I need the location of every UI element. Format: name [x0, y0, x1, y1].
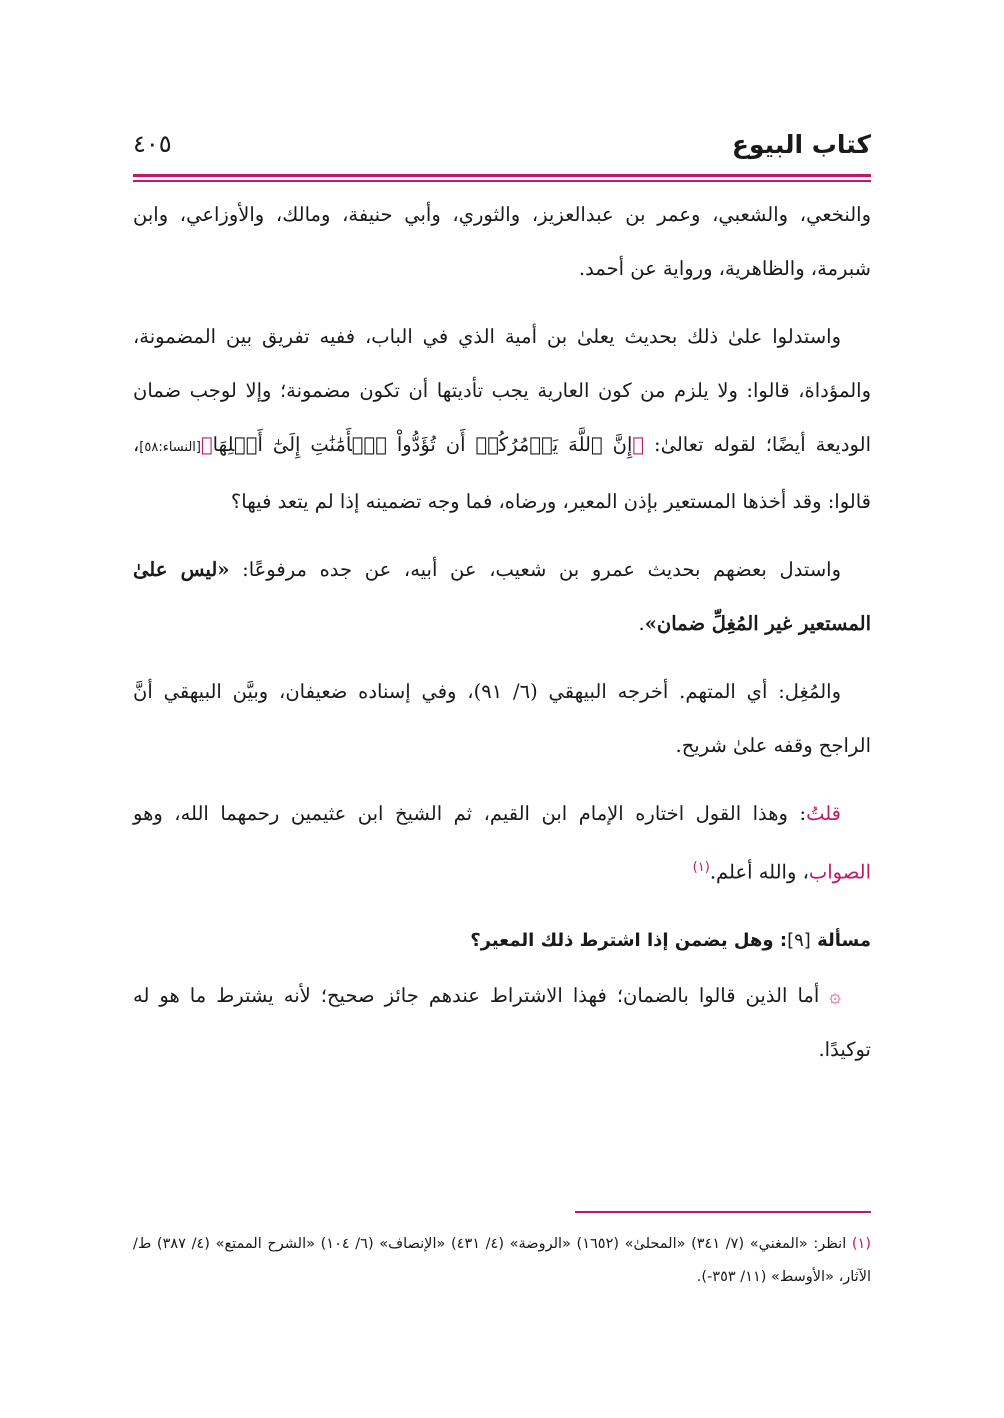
- hadith-quote: «ليس علىٰ المستعير غير المُغِلِّ ضمان»: [133, 558, 871, 635]
- paragraph-5: [133, 787, 871, 900]
- paragraph-5-mid: : وهذا القول اختاره الإمام ابن القيم، ثم الشيخ ابن عثيمين رحمهما الله، وهو: [133, 802, 807, 825]
- paragraph-3-tail: .: [638, 612, 645, 635]
- page-header: [133, 128, 871, 172]
- quran-verse: إِنَّ ٱللَّهَ يَأۡمُرُكُمۡ أَن تُؤَدُّواْ ٱلۡأَمَٰنَٰتِ إِلَىٰٓ أَهۡلِهَا: [212, 433, 633, 456]
- quran-close-bracket: ﴾: [200, 433, 213, 456]
- paragraph-5-end: ، والله أعلم.: [709, 860, 809, 884]
- paragraph-2-tail: ، قالوا: وقد أخذها المستعير بإذن المعير، ورضاه، فما وجه تضمينه إذا لم يتعد فيها؟: [133, 433, 871, 513]
- paragraph-4: والمُغِل: أي المتهم. أخرجه البيهقي (٦/ ٩١)، وفي إسناده ضعيفان، وبيَّن البيهقي أنَّ الراجح وقفه علىٰ شريح.: [133, 680, 871, 757]
- header-rule-thick: [133, 174, 871, 177]
- sawab-word: الصواب: [808, 860, 871, 884]
- quran-open-bracket: ﴿: [632, 433, 645, 456]
- footnotes: [133, 1228, 871, 1294]
- footnote-number: (١): [851, 1236, 872, 1252]
- issue-question: : وهل يضمن إذا اشترط ذلك المعير؟: [470, 929, 788, 951]
- issue-number: [٩]: [787, 929, 811, 951]
- paragraph-6: [133, 968, 871, 1077]
- paragraph-3: [133, 543, 871, 651]
- flower-ornament-icon: ۞: [829, 982, 841, 1007]
- header-rule-thin: [133, 180, 871, 182]
- paragraph-6-text: أما الذين قالوا بالضمان؛ فهذا الاشتراط عندهم جائز صحيح؛ لأنه يشترط ما هو له توكيدًا.: [133, 983, 871, 1061]
- paragraph-2-lead: واستدلوا علىٰ ذلك بحديث يعلىٰ بن أمية الذي في الباب، ففيه تفريق بين المضمونة، والمؤداة، قالوا: ولا يلزم من كون العارية يجب تأديتها أن تكون مضمونة؛ وإلا لوجب ضمان الوديعة أيضًا؛ لقوله تعالىٰ:: [133, 325, 871, 456]
- footnote-rule: [575, 1211, 871, 1213]
- issue-label: مسألة: [817, 929, 871, 951]
- qultu-label: قلتُ: [806, 802, 841, 825]
- paragraph-2: [133, 310, 871, 529]
- page-number: ٤٠٥: [133, 130, 172, 158]
- quran-reference: [النساء:٥٨]: [139, 440, 201, 455]
- issue-heading: [133, 914, 871, 968]
- paragraph-3-lead: واستدل بعضهم بحديث عمرو بن شعيب، عن أبيه، عن جده مرفوعًا:: [229, 558, 841, 581]
- footnote-marker[interactable]: (١): [692, 860, 710, 875]
- book-title: كتاب البيوع: [731, 130, 871, 159]
- page-body: [133, 188, 871, 1077]
- footnote-text: انظر: «المغني» (٧/ ٣٤١) «المحلىٰ» (١٦٥٢) «الروضة» (٤/ ٤٣١) «الإنصاف» (٦/ ١٠٤) «الشرح الممتع» (٤/ ٣٨٧) ط/ الآثار، «الأوسط» (١١/ ٣٥٣-).: [133, 1236, 871, 1285]
- paragraph-1: والنخعي، والشعبي، وعمر بن عبدالعزيز، والثوري، وأبي حنيفة، ومالك، والأوزاعي، وابن شبرمة، والظاهرية، ورواية عن أحمد.: [133, 203, 871, 280]
